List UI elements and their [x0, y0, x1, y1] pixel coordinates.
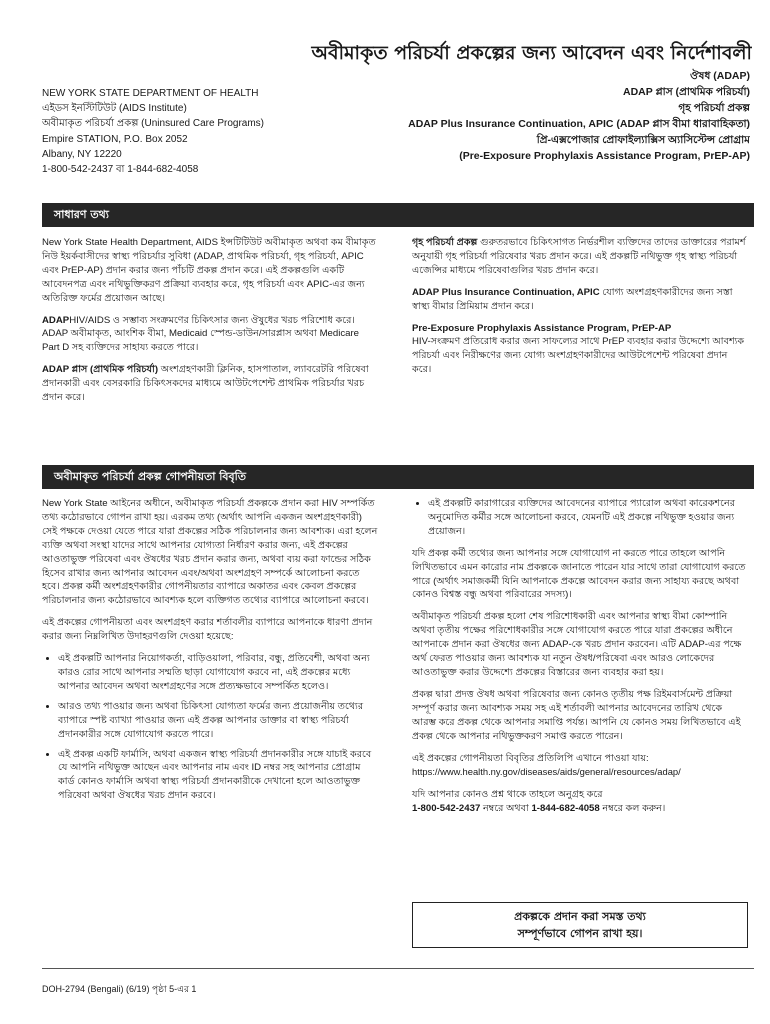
general-info-heading: সাধারণ তথ্য — [42, 203, 754, 227]
address-line: Empire STATION, P.O. Box 2052 — [42, 133, 188, 145]
privacy-examples-intro: এই প্রকল্পের গোপনীয়তা এবং অংশগ্রহণ করার শর্তাবলীর ব্যাপারে আপনাকে ধারণা প্রদান করার জন্য নিম্নলিখিত উদাহরণগুলি দেওয়া হয়েছে: — [42, 617, 373, 643]
privacy-right-column — [412, 497, 748, 824]
privacy-examples-list-continued — [412, 497, 748, 539]
page-title: অবীমাকৃত পরিচর্যা প্রকল্পের জন্য আবেদন এবং নির্দেশাবলী — [311, 42, 752, 64]
phone-number-2[interactable]: 1-844-682-4058 — [531, 803, 600, 815]
general-info-left-column — [42, 236, 378, 413]
general-info-right-column — [412, 236, 748, 385]
department-address — [42, 86, 342, 177]
program-name: গৃহ পরিচর্যা প্রকল্প — [678, 102, 750, 114]
prep-ap-description: HIV-সংক্রমণ প্রতিরোধ করার জন্য সাফল্যের সাথে PrEP ব্যবহার করার উদ্দেশ্যে আবশ্যক পরিচর্যা এবং নিরীক্ষণের জন্য যোগ্য অংশগ্রহণকারীদের আউটপেশেন্ট পরিষেবা প্রদান করে। — [412, 336, 745, 376]
privacy-intro-paragraph: New York State আইনের অধীনে, অবীমাকৃত পরিচর্যা প্রকল্পকে প্রদান করা HIV সম্পর্কিত তথ্য কঠোরভাবে গোপন রাখা হয়। এরকম তথ্য (অর্থাৎ আপনি একজন অংশগ্রহণকারী) সেই পক্ষকে দেওয়া যেতে পারে যারা প্রকল্পের সঠিক পরিচালনার জন্য আবশ্যক। এরা হলেন ব্যক্তি অথবা সংস্থা যাদের সাথে আপনার যোগ্যতা নির্ধারণ করার জন্য, এই প্রকল্পের আওতাভুক্ত পরিষেবা এবং ঔষধের খরচ প্রদান করার জন্য, অথবা ব্যয় করা ফান্ডের সঠিক হিসেব রাখার জন্য আপনার আবেদন এবং/অথবা অংশগ্রহণ সম্পর্কে আলোচনা করতে হবে। প্রকল্প কর্মী অংশগ্রহণকারীর গোপনীয়তার ব্যাপারে অকাতর এবং কেবল প্রকল্পের পরিচালনার জন্য কঠোরভাবে আবশ্যক হলে ব্যক্তিগত তথ্যের ব্যাপারে আলোচনা করবে। — [42, 498, 378, 607]
apic-paragraph — [412, 286, 748, 314]
program-name: প্রি-এক্সপোজার প্রোফাইল্যাক্সিস অ্যাসিস্টেন্স প্রোগ্রাম — [536, 134, 750, 146]
list-item: • আরও তথ্য পাওয়ার জন্য অথবা চিকিৎসা যোগ্যতা ফর্মের জন্য প্রয়োজনীয় তথ্যের ব্যাপারে স্পষ্ট ব্যাখ্যা পাওয়ার জন্য এই প্রকল্প আপনার ডাক্তার বা স্বাস্থ্য পরিচর্যা প্রদানকারীর সঙ্গে যোগাযোগ করতে পারে। — [58, 700, 378, 742]
privacy-statement-heading: অবীমাকৃত পরিচর্যা প্রকল্প গোপনীয়তা বিবৃতি — [42, 465, 754, 489]
privacy-copy-paragraph — [412, 752, 748, 781]
prep-ap-label: Pre-Exposure Prophylaxis Assistance Program, PrEP-AP — [412, 322, 672, 334]
payer-of-last-resort-paragraph: অবীমাকৃত পরিচর্যা প্রকল্প হলো শেষ পরিশোধকারী এবং আপনার স্বাস্থ্য বীমা কোম্পানি অথবা তৃতীয় পক্ষের পরিশোধকারীর সঙ্গে যোগাযোগ করতে পারে যারা প্রকল্পের অধীনে আপনাকে প্রদান করা ঔষধের জন্য ADAP-কে খরচ প্রদান করবেন। এটি ADAP-এর পক্ষে অর্থ ফেরত পাওয়ার জন্য আবশ্যক যা নতুন ঔষধ/পরিষেবা এবং আরও লোকেদের আওতাভুক্ত করার উদ্দেশ্যে প্রকল্পের বিস্তারের জন্য ব্যবহার করা হয়। — [412, 611, 742, 678]
confidentiality-line-2: সম্পূর্ণভাবে গোপন রাখা হয়। — [517, 927, 643, 940]
questions-end: নম্বরে কল করুন। — [599, 803, 666, 815]
home-care-paragraph — [412, 236, 748, 278]
address-line: এইডস ইনস্টিটিউট (AIDS Institute) — [42, 103, 187, 115]
privacy-left-column — [42, 497, 378, 811]
program-name: ADAP Plus Insurance Continuation, APIC (ADAP প্লাস বীমা ধারাবাহিকতা) — [408, 118, 750, 130]
adap-plus-label: ADAP প্লাস (প্রাথমিক পরিচর্যা) — [42, 364, 159, 376]
questions-connector: নম্বরে অথবা — [480, 803, 532, 815]
general-intro-paragraph: New York State Health Department, AIDS ইন্সটিটিউট অবীমাকৃত অথবা কম বীমাকৃত নিউ ইয়র্কবাসীদের স্বাস্থ্য পরিচর্যার সুবিধা (ADAP, প্রাথমিক পরিচর্যা, গৃহ পরিচর্যা, APIC এবং PrEP-AP) প্রদান করার জন্য পাঁচটি প্রকল্প প্রদান করে। এই প্রকল্পগুলি একটি আবেদনপত্র এবং নথিভুক্তিকরণ প্রক্রিয়া ব্যবহার করে, গৃহ পরিচর্যা এবং APIC-এর জন্য অতিরিক্ত ফর্মের প্রয়োজন আছে। — [42, 237, 376, 304]
confidentiality-notice-box — [412, 902, 748, 948]
phone-number-1[interactable]: 1-800-542-2437 — [412, 803, 481, 815]
prep-ap-paragraph — [412, 322, 748, 378]
adap-description: HIV/AIDS ও সম্ভাব্য সংক্রমণের চিকিৎসার জন্য ঔষুধের খরচ পরিশোধ করে। ADAP অবীমাকৃত, আংশিক বীমা, Medicaid স্পেন্ড-ডাউন/সারপ্লাস অথবা Medicare Part D সহ ব্যক্তিদের সাহায্য করতে পারে। — [42, 314, 360, 354]
program-name: ঔষধ (ADAP) — [690, 70, 750, 82]
adap-label: ADAP — [42, 314, 70, 326]
questions-text: যদি আপনার কোনও প্রশ্ন থাকে তাহলে অনুগ্রহ করে — [412, 789, 603, 801]
form-footer: DOH-2794 (Bengali) (6/19) পৃষ্ঠা 5-এর 1 — [42, 984, 197, 994]
questions-paragraph — [412, 788, 748, 816]
home-care-description: গুরুতরভাবে চিকিৎসাগত নির্ভরশীল ব্যক্তিদের তাদের ডাক্তারের পরামর্শ অনুযায়ী গৃহ পরিচর্যা পরিষেবার খরচ প্রদান করে। এই প্রকল্পটি নথিভুক্ত গৃহ স্বাস্থ্য পরিচর্যা এজেন্সির মাধ্যমে পরিষেবাগুলির খরচ প্রদান করে। — [412, 237, 746, 276]
list-item: • এই প্রকল্পটি আপনার নিয়োগকর্তা, বাড়িওয়ালা, পরিবার, বন্ধু, প্রতিবেশী, অথবা অন্য কারও রোর সাথে আপনার সম্মতি ছাড়া যোগাযোগ করবে না, এই প্রকল্পের মধ্যে আপনার আবেদন অথবা অংশগ্রহণের সঙ্গে প্রত্যক্ষভাবে সম্পর্কিত হলেও। — [58, 652, 378, 694]
program-list — [310, 68, 750, 164]
list-item: • এই প্রকল্পটি কারাগারের ব্যক্তিদের আবেদনের ব্যাপারে প্যারোল অথবা কারেকশনের অনুমোদিত কর্মীর সঙ্গে আলোচনা করবে, যেমনটি এই প্রকল্পে নথিভুক্ত হওয়ার জন্য প্রয়োজন। — [428, 497, 748, 539]
privacy-examples-list — [42, 652, 378, 803]
apic-description: যোগ্য অংশগ্রহণকারীদের জন্য সস্তা স্বাস্থ্য বীমার প্রিমিয়াম প্রদান করে। — [412, 286, 733, 312]
home-care-label: গৃহ পরিচর্যা প্রকল্প — [412, 237, 478, 248]
apic-label: ADAP Plus Insurance Continuation, APIC — [412, 286, 600, 298]
confidentiality-line-1: প্রকল্পকে প্রদান করা সমস্ত তথ্য — [514, 910, 646, 923]
privacy-copy-text: এই প্রকল্পের গোপনীয়তা বিবৃতির প্রতিলিপি এখানে পাওয়া যায়: — [412, 752, 649, 764]
footer-divider — [42, 968, 754, 969]
program-name: ADAP প্লাস (প্রাথমিক পরিচর্যা) — [623, 86, 750, 98]
adap-plus-paragraph — [42, 363, 378, 405]
program-name: (Pre-Exposure Prophylaxis Assistance Program, PrEP-AP) — [459, 150, 750, 162]
adap-plus-description: অংশগ্রহণকারী ক্লিনিক, হাসপাতাল, ল্যাবরেটরি পরিষেবা প্রদানকারী এবং বেসরকারি চিকিৎসকদের মাধ্যমে আউটপেশেন্ট প্রাথমিক পরিচর্যার খরচ প্রদান করে। — [42, 364, 369, 404]
contact-person-paragraph: যদি প্রকল্প কর্মী তথ্যের জন্য আপনার সঙ্গে যোগাযোগ না করতে পারে তাহলে আপনি লিখিতভাবে এমন কারোর নাম প্রকল্পকে জানাতে পারেন যার সাথে তারা যোগাযোগ করতে পারে (অর্থাৎ সমাজকর্মী যিনি আপনাকে প্রকল্পে আবেদন করার জন্য সাহায্য করছে অথবা কোনও বিশ্বস্ত বন্ধু অথবা পরিবারের সদস্য)। — [412, 547, 746, 601]
address-line: NEW YORK STATE DEPARTMENT OF HEALTH — [42, 88, 259, 99]
address-line: 1-800-542-2437 বা 1-844-682-4058 — [42, 164, 199, 176]
list-item: • এই প্রকল্প একটি ফার্মাসি, অথবা একজন স্বাস্থ্য পরিচর্যা প্রদানকারীর সঙ্গে যাচাই করবে যে আপনি নথিভুক্ত আছেন এবং আপনার নাম এবং ID নম্বর সহ আপনার প্রোগ্রাম কার্ড কোনও ফার্মাসি অথবা স্বাস্থ্য পরিচর্যা প্রদানকারীকে দেখানো হলে আওতাভুক্ত পরিষেবা অথবা ঔষধের খরচ প্রদান করবে। — [58, 748, 378, 804]
terms-duration-paragraph: প্রকল্প দ্বারা প্রদত্ত ঔষধ অথবা পরিষেবার জন্য কোনও তৃতীয় পক্ষ রিইমবার্সমেন্ট প্রক্রিয়া সম্পূর্ণ করার জন্য আবশ্যক সময় সহ এই শর্তাবলী আপনার আবেদনের তারিখ থেকে আরম্ভ করে প্রকল্প থেকে আপনার সমাপ্তি পর্যন্ত। আপনি যে কোনও সময় লিখিতভাবে এই প্রকল্প থেকে আপনার নথিভুক্তকরণ সমাপ্ত করতে পারেন। — [412, 688, 741, 742]
adap-paragraph — [42, 314, 378, 356]
address-line: অবীমাকৃত পরিচর্যা প্রকল্প (Uninsured Care Programs) — [42, 118, 264, 130]
adap-resources-link[interactable]: https://www.health.ny.gov/diseases/aids/general/resources/adap/ — [412, 766, 681, 778]
address-line: Albany, NY 12220 — [42, 148, 122, 160]
